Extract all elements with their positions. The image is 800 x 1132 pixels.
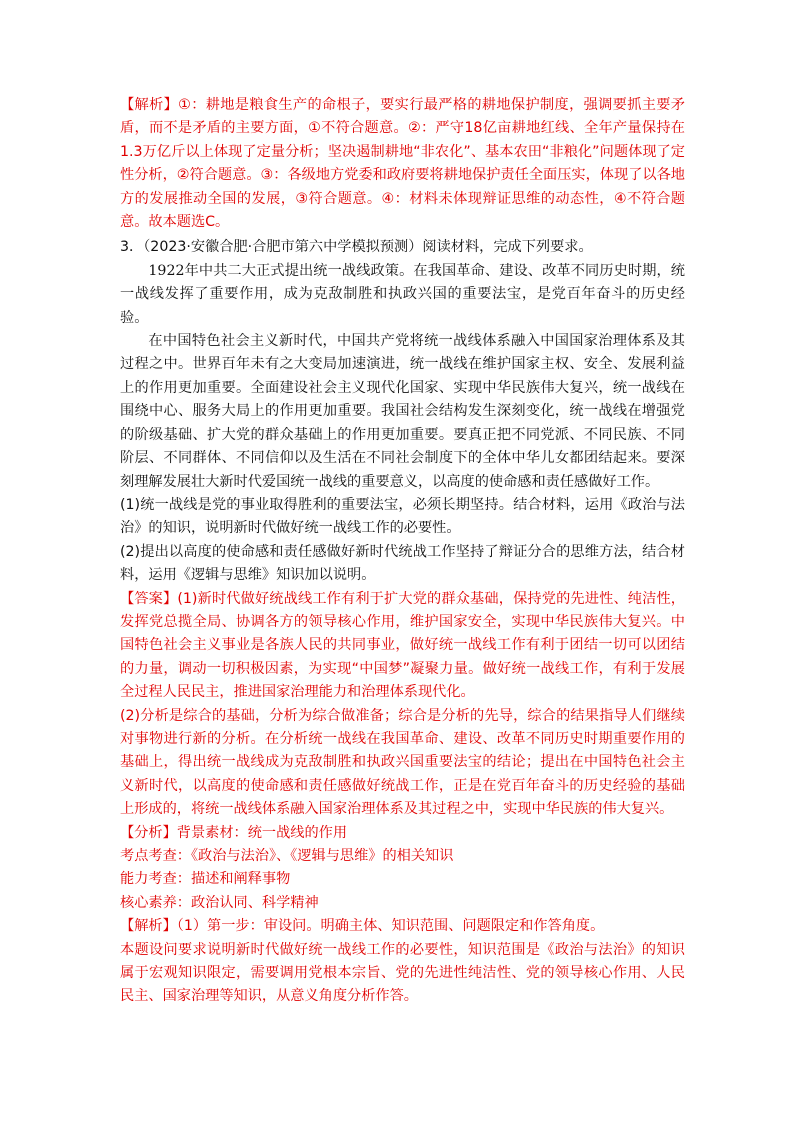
- document-page: [120, 94, 685, 1009]
- analysis-ability: 能力考查：描述和阐释事物: [120, 871, 291, 888]
- explain-step-1-detail: 本题设问要求说明新时代做好统一战线工作的必要性，知识范围是《政治与法治》的知识属于宏观知识限定，需要调用党根本宗旨、党的先进性纯洁性、党的领导核心作用、人民民主、国家治理等知识，从意义角度分析作答。: [120, 941, 685, 1005]
- question-header: 3．（2023·安徽合肥·合肥市第六中学模拟预测）阅读材料，完成下列要求。: [120, 239, 593, 256]
- answer-part-1: 【答案】(1)新时代做好统战线工作有利于扩大党的群众基础，保持党的先进性、纯洁性，发挥党总揽全局、协调各方的领导核心作用，维护国家安全，实现中华民族伟大复兴。中国特色社会主义事业是各族人民的共同事业，做好统一战线工作有利于团结一切可以团结的力量，调动一切积极因素，为实现“中国梦”凝聚力量。做好统一战线工作，有利于发展全过程人民民主，推进国家治理能力和治理体系现代化。: [120, 590, 685, 701]
- material-paragraph-2: 在中国特色社会主义新时代，中国共产党将统一战线体系融入中国国家治理体系及其过程之中。世界百年未有之大变局加速演进，统一战线在维护国家主权、安全、发展利益上的作用更加重要。全面建设社会主义现代化国家、实现中华民族伟大复兴，统一战线在围绕中心、服务大局上的作用更加重要。我国社会结构发生深刻变化，统一战线在增强党的阶级基础、扩大党的群众基础上的作用更加重要。要真正把不同党派、不同民族、不同阶层、不同群体、不同信仰以及生活在不同社会制度下的全体中华儿女都团结起来。要深刻理解发展壮大新时代爱国统一战线的重要意义，以高度的使命感和责任感做好工作。: [120, 333, 685, 490]
- sub-question-2: (2)提出以高度的使命感和责任感做好新时代统战工作坚持了辩证分合的思维方法，结合材料，运用《逻辑与思维》知识加以说明。: [120, 543, 685, 584]
- explain-step-1: 【解析】（1）第一步：审设问。明确主体、知识范围、问题限定和作答角度。: [120, 918, 605, 935]
- previous-analysis: 【解析】①：耕地是粮食生产的命根子，要实行最严格的耕地保护制度，强调要抓主要矛盾，而不是矛盾的主要方面，①不符合题意。②：严守18亿亩耕地红线、全年产量保持在1.3万亿斤以上体现了定量分析；坚决遏制耕地“非农化”、基本农田“非粮化”问题体现了定性分析，②符合题意。③：各级地方党委和政府要将耕地保护责任全面压实，体现了以各地方的发展推动全国的发展，③符合题意。④：材料未体现辩证思维的动态性，④不符合题意。故本题选C。: [120, 97, 685, 231]
- analysis-knowledge: 考点考查：《政治与法治》、《逻辑与思维》的相关知识: [120, 848, 454, 864]
- material-paragraph-1: 1922年中共二大正式提出统一战线政策。在我国革命、建设、改革不同历史时期，统一战线发挥了重要作用，成为克敌制胜和执政兴国的重要法宝，是党百年奋斗的历史经验。: [120, 262, 685, 326]
- analysis-background: 【分析】背景素材：统一战线的作用: [120, 824, 348, 841]
- answer-part-2: (2)分析是综合的基础，分析为综合做准备；综合是分析的先导，综合的结果指导人们继续对事物进行新的分析。在分析统一战线在我国革命、建设、改革不同历史时期重要作用的基础上，得出统一战线成为克敌制胜和执政兴国重要法宝的结论；提出在中国特色社会主义新时代，以高度的使命感和责任感做好统战工作，正是在党百年奋斗的历史经验的基础上形成的，将统一战线体系融入国家治理体系及其过程之中，实现中华民族的伟大复兴。: [120, 707, 685, 818]
- analysis-literacy: 核心素养：政治认同、科学精神: [120, 894, 319, 911]
- sub-question-1: (1)统一战线是党的事业取得胜利的重要法宝，必须长期坚持。结合材料，运用《政治与法治》的知识，说明新时代做好统一战线工作的必要性。: [120, 496, 685, 537]
